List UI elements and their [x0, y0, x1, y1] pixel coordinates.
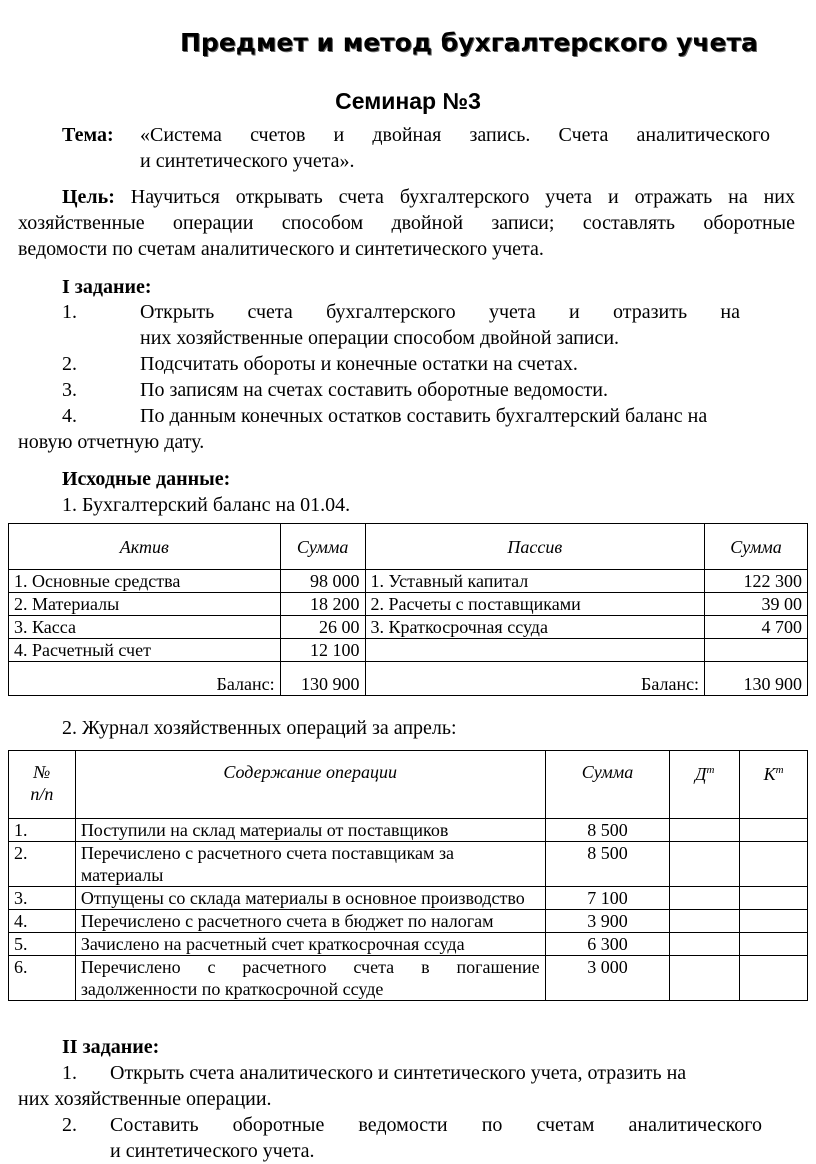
cell: Зачислено на расчетный счет краткосрочная ссуда: [75, 933, 545, 956]
cell: 4 700: [705, 616, 808, 639]
table-row: [9, 570, 808, 593]
cell: 1.: [9, 819, 76, 842]
cell: [365, 639, 705, 662]
journal-caption: 2. Журнал хозяйственных операций за апрель:: [62, 717, 457, 739]
total-label: Баланс:: [9, 662, 281, 696]
task1-heading: I задание:: [62, 276, 152, 298]
journal-header-row: [9, 751, 808, 819]
task2-heading: II задание:: [62, 1036, 160, 1058]
total-value: 130 900: [280, 662, 365, 696]
task1-num2: 2.: [62, 353, 77, 375]
balance-total-row: [9, 662, 808, 696]
task2-item1-line1: Открыть счета аналитического и синтетического учета, отразить на: [110, 1062, 687, 1084]
task1-item2: Подсчитать обороты и конечные остатки на счетах.: [140, 353, 578, 375]
cell: 7 100: [545, 887, 670, 910]
cell: 12 100: [280, 639, 365, 662]
cell: 3.: [9, 887, 76, 910]
source-heading: Исходные данные:: [62, 468, 231, 490]
topic-line2: и синтетического учета».: [140, 150, 355, 172]
task1-item1-line1: Открыть счета бухгалтерского учета и отразить на: [140, 301, 740, 323]
cell: [705, 639, 808, 662]
cell: [670, 956, 740, 1001]
task1-item1-line2: них хозяйственные операции способом двойной записи.: [140, 327, 620, 349]
cell: 1. Основные средства: [9, 570, 281, 593]
cell: Перечислено с расчетного счета в погашение задолженности по краткосрочной ссуде: [75, 956, 545, 1001]
task1-item4-line1: По данным конечных остатков составить бухгалтерский баланс на: [140, 405, 708, 427]
cell: [740, 887, 808, 910]
task1-num1: 1.: [62, 301, 77, 323]
cell: 6 300: [545, 933, 670, 956]
seminar-text: Семинар №3: [335, 88, 481, 114]
table-row: [9, 819, 808, 842]
cell: 18 200: [280, 593, 365, 616]
task2-item1-line2: них хозяйственные операции.: [18, 1088, 272, 1110]
cell: [670, 933, 740, 956]
balance-table: [8, 523, 808, 696]
cell: 2.: [9, 842, 76, 887]
header-debit: $Д^т$: [670, 751, 740, 819]
header-number: № п/п: [9, 751, 76, 819]
cell: 8 500: [545, 842, 670, 887]
goal-line2: хозяйственные операции способом двойной записи; составлять оборотные: [18, 212, 795, 234]
goal-line3: ведомости по счетам аналитического и синтетического учета.: [18, 238, 544, 260]
table-row: [9, 956, 808, 1001]
table-row: [9, 842, 808, 887]
cell: [740, 933, 808, 956]
cell: 3 000: [545, 956, 670, 1001]
table-row: [9, 910, 808, 933]
task2-num2: 2.: [62, 1114, 77, 1136]
table-row: [9, 887, 808, 910]
cell: [670, 842, 740, 887]
cell: 39 00: [705, 593, 808, 616]
table-row: [9, 933, 808, 956]
cell: [740, 910, 808, 933]
cell: 2. Расчеты с поставщиками: [365, 593, 705, 616]
header-passive: Пассив: [365, 524, 705, 570]
cell: 2. Материалы: [9, 593, 281, 616]
task1-item4-line2: новую отчетную дату.: [18, 431, 205, 453]
total-label: Баланс:: [365, 662, 705, 696]
document-title: Предмет и метод бухгалтерского учета: [180, 28, 758, 57]
table-row: [9, 593, 808, 616]
total-value: 130 900: [705, 662, 808, 696]
cell: [670, 819, 740, 842]
cell: 98 000: [280, 570, 365, 593]
cell: 6.: [9, 956, 76, 1001]
table-row: [9, 616, 808, 639]
header-sum: Сумма: [280, 524, 365, 570]
cell: Перечислено с расчетного счета поставщикам за материалы: [75, 842, 545, 887]
cell: [740, 819, 808, 842]
cell: [740, 842, 808, 887]
cell: [670, 910, 740, 933]
task2-item2-line1: Составить оборотные ведомости по счетам аналитического: [110, 1114, 762, 1136]
header-content: Содержание операции: [75, 751, 545, 819]
table-row: [9, 639, 808, 662]
cell: 4. Расчетный счет: [9, 639, 281, 662]
balance-header-row: [9, 524, 808, 570]
task1-num4: 4.: [62, 405, 77, 427]
cell: 3 900: [545, 910, 670, 933]
goal-line1: Цель: Научиться открывать счета бухгалтерского учета и отражать на них: [62, 186, 796, 208]
cell: 5.: [9, 933, 76, 956]
cell: 3. Касса: [9, 616, 281, 639]
balance-caption: 1. Бухгалтерский баланс на 01.04.: [62, 494, 351, 516]
seminar-heading: [0, 88, 816, 115]
topic-label: Тема:: [62, 124, 114, 146]
journal-table: [8, 750, 808, 1001]
cell: [740, 956, 808, 1001]
cell: 3. Краткосрочная ссуда: [365, 616, 705, 639]
cell: [670, 887, 740, 910]
cell: Поступили на склад материалы от поставщиков: [75, 819, 545, 842]
topic-line1: «Система счетов и двойная запись. Счета аналитического: [140, 124, 770, 146]
header-credit: $К^т$: [740, 751, 808, 819]
header-sum: Сумма: [705, 524, 808, 570]
cell: Отпущены со склада материалы в основное производство: [75, 887, 545, 910]
cell: 26 00: [280, 616, 365, 639]
cell: 1. Уставный капитал: [365, 570, 705, 593]
task2-num1: 1.: [62, 1062, 77, 1084]
cell: Перечислено с расчетного счета в бюджет по налогам: [75, 910, 545, 933]
cell: 4.: [9, 910, 76, 933]
cell: 8 500: [545, 819, 670, 842]
task2-item2-line2: и синтетического учета.: [110, 1140, 315, 1162]
cell: 122 300: [705, 570, 808, 593]
header-sum: Сумма: [545, 751, 670, 819]
header-active: Актив: [9, 524, 281, 570]
task1-num3: 3.: [62, 379, 77, 401]
task1-item3: По записям на счетах составить оборотные ведомости.: [140, 379, 608, 401]
